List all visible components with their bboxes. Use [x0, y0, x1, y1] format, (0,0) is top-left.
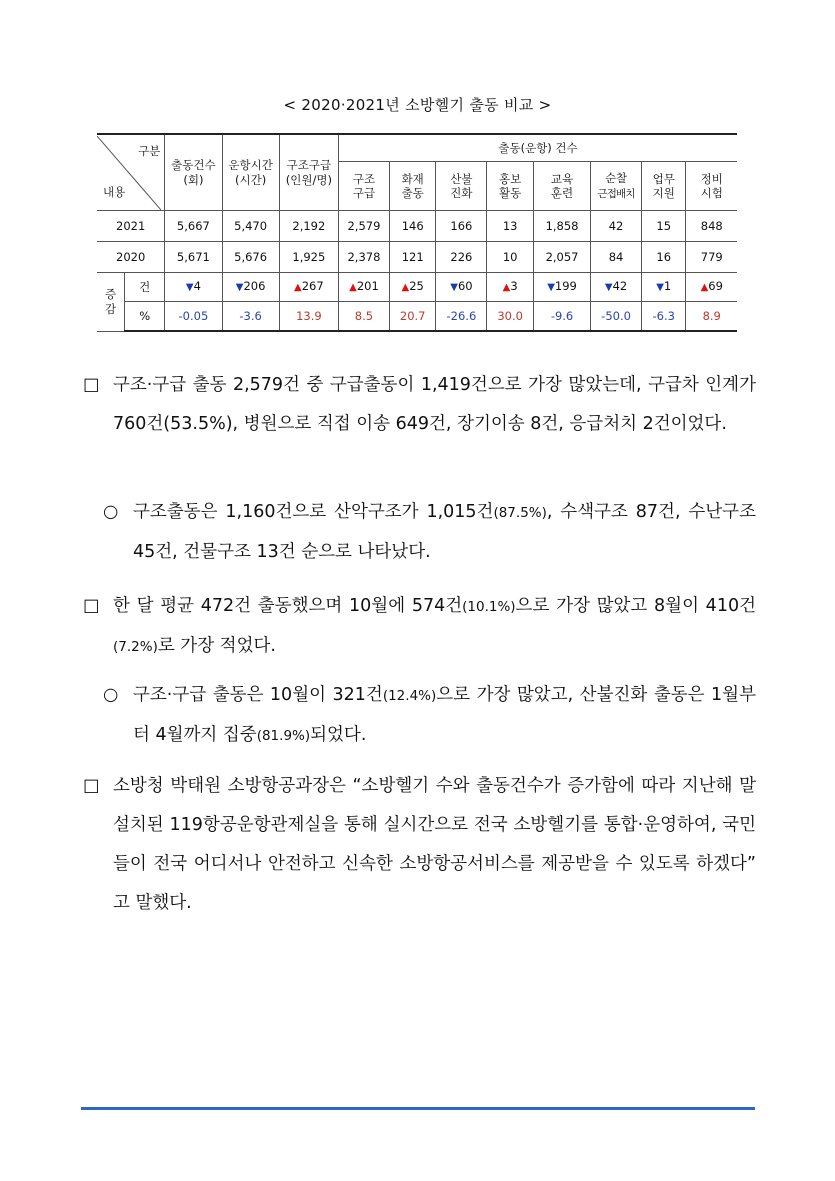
up-triangle-icon: ▲ [294, 282, 302, 294]
up-triangle-icon: ▲ [502, 282, 511, 294]
table-row-change-count [97, 273, 737, 302]
down-triangle-icon: ▼ [235, 282, 244, 294]
change-count-value: 199 [554, 279, 577, 294]
square-bullet-icon: □ [83, 776, 100, 796]
down-triangle-icon: ▼ [450, 282, 458, 294]
table-cell: 1,925 [279, 242, 338, 273]
change-count-cell [591, 273, 642, 302]
table-cell: 226 [436, 242, 487, 273]
table-title: < 2020·2021년 소방헬기 출동 비교 > [283, 96, 552, 114]
table-row-change-pct [97, 302, 737, 332]
subheader-wildfire: 산불 진화 [436, 162, 487, 211]
table-cell: 42 [591, 211, 642, 242]
table-cell: 5,676 [222, 242, 279, 273]
paragraph-text: 구조출동은 1,160건으로 산악구조가 1,015건(87.5%), 수색구조 87건, 수난구조 45건, 건물구조 13건 순으로 나타났다. [133, 502, 756, 562]
down-triangle-icon: ▼ [604, 282, 613, 294]
row-label-percent: % [125, 302, 165, 332]
subheader-support: 업무 지원 [641, 162, 685, 211]
row-label-count: 건 [125, 273, 165, 302]
table-cell: 2,579 [339, 211, 390, 242]
table-cell: 13 [487, 211, 534, 242]
table-cell: 84 [591, 242, 642, 273]
change-count-cell [222, 273, 279, 302]
table-cell: 1,858 [533, 211, 590, 242]
change-count-cell [339, 273, 390, 302]
change-count-value: 69 [708, 279, 723, 294]
circle-bullet-icon: ○ [103, 685, 119, 705]
table-cell: 2,378 [339, 242, 390, 273]
change-percent-cell: 13.9 [279, 302, 338, 332]
change-percent-cell: 30.0 [487, 302, 534, 332]
change-count-value: 267 [301, 279, 324, 294]
table-cell: 779 [686, 242, 737, 273]
change-percent-cell: -9.6 [533, 302, 590, 332]
change-count-value: 42 [612, 279, 628, 294]
paragraph-text: 소방청 박태원 소방항공과장은 “소방헬기 수와 출동건수가 증가함에 따라 지난해 말 설치된 119항공운항관제실을 통해 실시간으로 전국 소방헬기를 통합·운영하여, 국민들이 전국 어디서나 안전하고 신속한 소방항공서비스를 제공받을 수 있도록 하겠다” 고 말했다. [113, 776, 756, 913]
change-percent-cell: 8.5 [339, 302, 390, 332]
change-count-value: 25 [409, 279, 424, 294]
table-cell: 5,667 [165, 211, 222, 242]
paragraph-monthly-peak [103, 676, 756, 756]
change-count-value: 206 [243, 279, 266, 294]
table-cell: 848 [686, 211, 737, 242]
change-count-cell [686, 273, 737, 302]
paragraph-text: 구조·구급 출동은 10월이 321건(12.4%)으로 가장 많았고, 산불진화 출동은 1월부터 4월까지 집중(81.9%)되었다. [133, 685, 756, 745]
change-percent-cell: -6.3 [641, 302, 685, 332]
change-count-value: 201 [356, 279, 379, 294]
header-dispatch-group: 출동(운항) 건수 [339, 134, 737, 162]
footer-divider [81, 1107, 755, 1110]
change-count-cell [533, 273, 590, 302]
table-row [97, 211, 737, 242]
paragraph-text: 구조·구급 출동 2,579건 중 구급출동이 1,419건으로 가장 많았는데, 구급차 인계가 760건(53.5%), 병원으로 직접 이송 649건, 장기이송 8건, 응급처치 2건이었다. [113, 375, 756, 434]
paragraph-monthly-average [83, 587, 756, 667]
square-bullet-icon: □ [83, 375, 100, 395]
table-cell: 166 [436, 211, 487, 242]
subheader-pr: 홍보 활동 [487, 162, 534, 211]
change-count-cell [279, 273, 338, 302]
table-cell: 15 [641, 211, 685, 242]
subheader-training: 교육 훈련 [533, 162, 590, 211]
change-percent-cell: 20.7 [389, 302, 436, 332]
change-count-value: 3 [510, 279, 518, 294]
up-triangle-icon: ▲ [349, 282, 357, 294]
change-count-value: 60 [457, 279, 473, 294]
table-cell: 2,057 [533, 242, 590, 273]
change-percent-cell: -0.05 [165, 302, 222, 332]
header-dispatch-count: 출동건수 (회) [165, 134, 222, 211]
subheader-patrol: 순찰 근접배치 [591, 162, 642, 211]
subheader-maintenance: 정비 시험 [686, 162, 737, 211]
change-percent-cell: -26.6 [436, 302, 487, 332]
change-percent-cell: 8.9 [686, 302, 737, 332]
table-cell: 146 [389, 211, 436, 242]
paragraph-rescue-breakdown [103, 493, 756, 572]
header-rescued-people: 구조구급 (인원/명) [279, 134, 338, 211]
change-percent-cell: -3.6 [222, 302, 279, 332]
change-count-cell [487, 273, 534, 302]
table-cell: 16 [641, 242, 685, 273]
change-count-value: 4 [193, 279, 201, 294]
paragraph-quote [83, 767, 756, 923]
row-label-2020: 2020 [97, 242, 165, 273]
table-row [97, 242, 737, 273]
row-label-2021: 2021 [97, 211, 165, 242]
change-count-cell [641, 273, 685, 302]
table-cell: 121 [389, 242, 436, 273]
table-cell: 2,192 [279, 211, 338, 242]
corner-label-category: 구분 [138, 143, 161, 158]
dispatch-comparison-table [97, 133, 737, 332]
square-bullet-icon: □ [83, 596, 100, 616]
table-cell: 5,671 [165, 242, 222, 273]
table-cell: 10 [487, 242, 534, 273]
subheader-rescue-ems: 구조 구급 [339, 162, 390, 211]
circle-bullet-icon: ○ [103, 502, 119, 522]
up-triangle-icon: ▲ [401, 282, 410, 294]
change-count-value: 1 [663, 279, 672, 294]
paragraph-text: 한 달 평균 472건 출동했으며 10월에 574건(10.1%)으로 가장 많았고 8월이 410건(7.2%)로 가장 적었다. [113, 596, 756, 656]
subheader-fire: 화재 출동 [389, 162, 436, 211]
corner-label-content: 내용 [103, 185, 126, 200]
change-count-cell [389, 273, 436, 302]
down-triangle-icon: ▼ [656, 282, 664, 294]
change-count-cell [165, 273, 222, 302]
row-label-change: 증감 [97, 273, 125, 332]
change-count-cell [436, 273, 487, 302]
header-flight-hours: 운항시간 (시간) [222, 134, 279, 211]
table-corner-header [97, 134, 165, 211]
up-triangle-icon: ▲ [700, 282, 709, 294]
down-triangle-icon: ▼ [185, 282, 194, 294]
change-percent-cell: -50.0 [591, 302, 642, 332]
paragraph-rescue-ems [83, 366, 756, 444]
down-triangle-icon: ▼ [547, 282, 555, 294]
table-cell: 5,470 [222, 211, 279, 242]
